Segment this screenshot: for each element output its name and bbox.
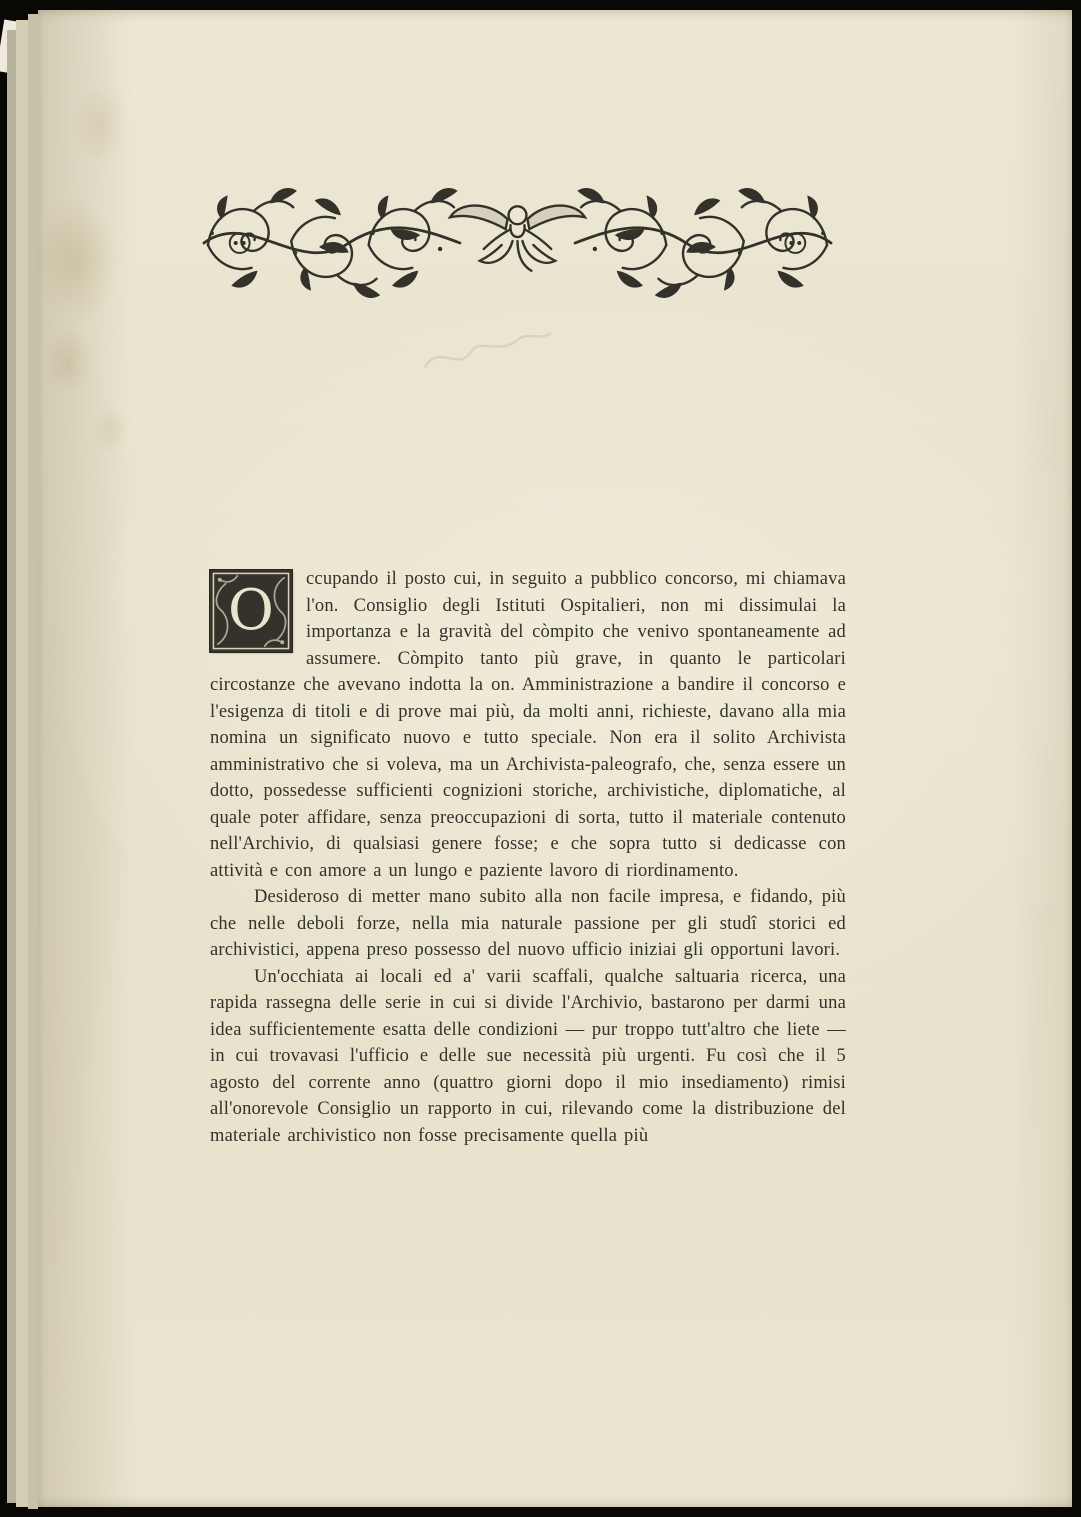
book-page	[38, 10, 1072, 1507]
header-ornament-engraving	[200, 185, 835, 301]
cherub-icon	[450, 206, 585, 271]
paragraph: Un'occhiata ai locali ed a' varii scaffali, qualche saltuaria ricerca, una rapida rassegna delle serie in cui si divide l'Archivio, bastarono per darmi una idea sufficientemente esatta delle condizioni — pur troppo tutt'altro che liete — in cui trovavasi l'ufficio e delle sue necessità più urgenti. Fu così che il 5 agosto del corrente anno (quattro giorni dopo il mio insediamento) rimisi all'onorevole Consiglio un rapporto in cui, rilevando come la distribuzione del materiale archivistico non fosse precisamente quella più	[210, 966, 846, 1146]
drop-cap-initial	[210, 570, 292, 652]
page-edge-strip	[28, 14, 38, 1509]
body-text	[210, 566, 846, 1149]
page-edge-strip	[7, 30, 16, 1503]
show-through-mark	[415, 317, 561, 388]
page-edge-strip	[16, 20, 28, 1507]
paragraph-text: ccupando il posto cui, in seguito a pubblico concorso, mi chiamava l'on. Consiglio degli Istituti Ospitalieri, non mi dissimulai la importanza e la gravità del còmpito che venivo spontaneamente ad assumere. Còmpito tanto più grave, in quanto le particolari circostanze che avevano indotta la on. Amministrazione a bandire il concorso e l'esigenza di titoli e di prove mai più, da molti anni, richieste, davano alla mia nomina un significato nuovo e tutto speciale. Non era il solito Archivista amministrativo che si voleva, ma un Archivista-paleografo, che, senza essere un dotto, possedesse sufficienti cognizioni storiche, archivistiche, diplomatiche, al quale poter affidare, senza preoccupazioni di sorta, tutto il materiale contenuto nell'Archivio, di qualsiasi genere fosse; e che sopra tutto si dedicasse con attività e con amore a un lungo e paziente lavoro di riordinamento.	[210, 569, 846, 881]
header-ornament-band	[200, 185, 835, 301]
paragraph: Desideroso di metter mano subito alla non facile impresa, e fidando, più che nelle deboli forze, nella mia naturale passione per gli studî storici ed archivistici, appena preso possesso del nuovo ufficio iniziai gli opportuni lavori.	[210, 887, 846, 960]
drop-cap-letter: O	[227, 578, 275, 643]
paragraph	[210, 566, 846, 884]
